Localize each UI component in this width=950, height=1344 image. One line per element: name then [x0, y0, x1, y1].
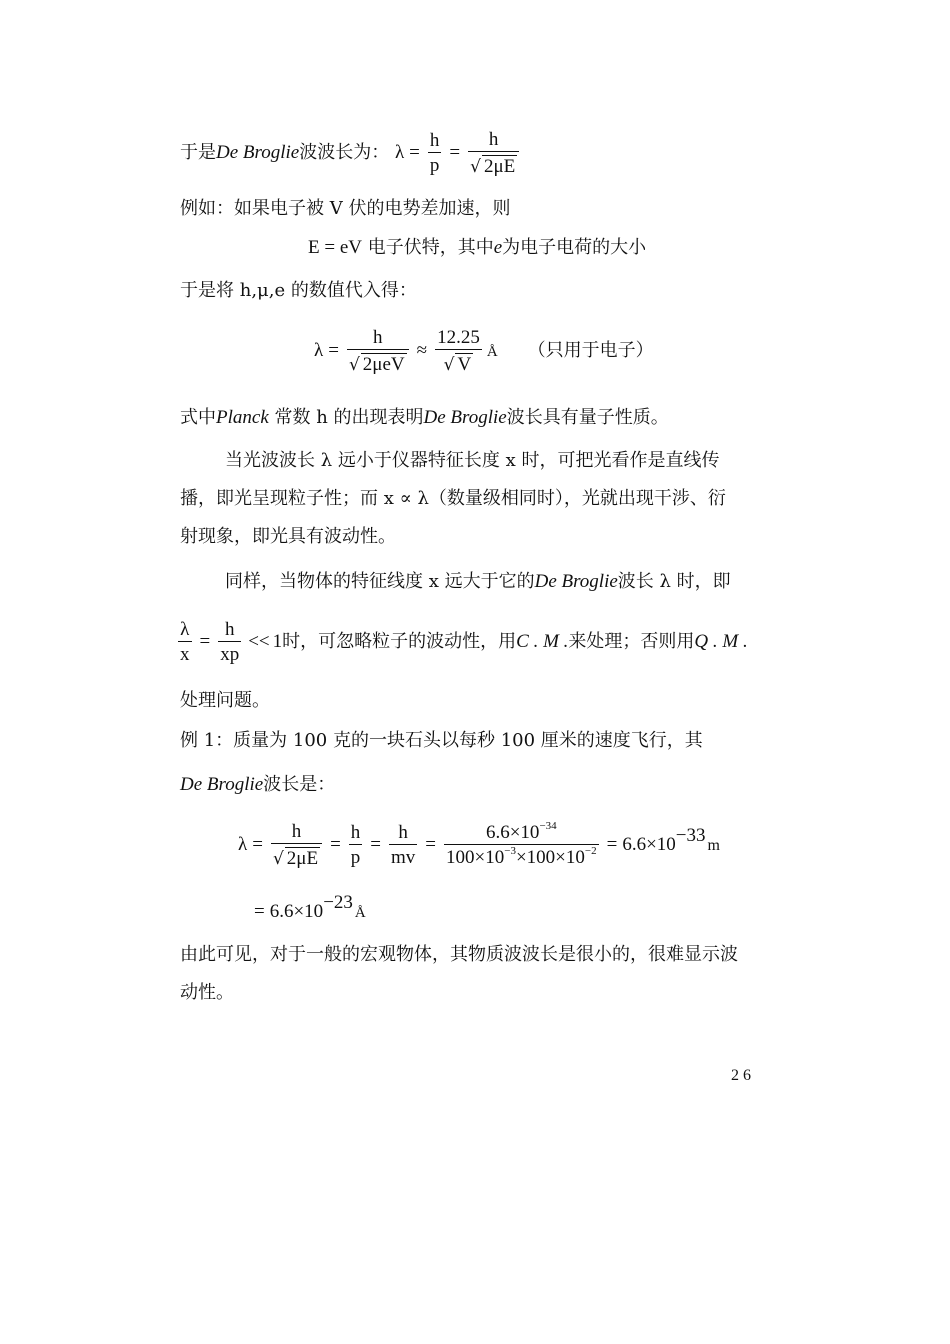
text: 同样，当物体的特征线度 x 远大于它的	[225, 571, 535, 592]
denominator: mv	[391, 847, 416, 868]
equals-sign: =	[449, 142, 461, 163]
example-intro-line: 例如：如果电子被 V 伏的电势差加速，则	[180, 198, 511, 219]
formula: E = eV	[308, 237, 362, 258]
de-broglie-name: De Broglie	[216, 142, 300, 163]
de-broglie-name: De Broglie	[180, 774, 264, 795]
classical-condition-line	[178, 620, 748, 664]
sqrt-icon: √	[348, 355, 360, 375]
base: 100×10	[446, 847, 505, 868]
de-broglie-name: De Broglie	[534, 571, 618, 592]
conclusion-line-2: 动性。	[180, 982, 234, 1003]
fraction-h-over-sqrt-2muE	[468, 130, 519, 176]
denominator	[271, 844, 322, 868]
approx-sign: ≈	[416, 340, 428, 361]
numerator	[444, 820, 599, 845]
fraction-12.25-over-sqrt-V	[435, 328, 482, 374]
electron-volt-line	[308, 238, 646, 257]
result-base: 6.6×10	[622, 834, 676, 855]
numerator: 12.25	[437, 327, 480, 348]
denominator	[444, 845, 599, 867]
wavelength-calculation	[238, 822, 720, 868]
angstrom-unit: Å	[354, 905, 366, 921]
sqrt-icon: √	[443, 355, 455, 375]
paragraph-light-line-3: 射现象，即光具有波动性。	[180, 526, 396, 547]
equals-sign: =	[254, 901, 265, 922]
base: 6.6×10	[485, 822, 540, 843]
text: 为电子电荷的大小	[502, 237, 647, 258]
meter-unit: m	[707, 837, 720, 854]
electron-wavelength-formula	[314, 328, 654, 374]
denominator	[468, 152, 519, 176]
denominator: p	[429, 155, 440, 176]
e-symbol: e	[493, 237, 503, 258]
equals-sign: =	[199, 631, 211, 652]
planck-name: Planck	[216, 407, 269, 428]
text: 波长具有量子性质。	[506, 407, 669, 428]
fraction-h-over-sqrt-2mueV	[347, 328, 409, 374]
text: 波长 λ 时，即	[617, 571, 731, 592]
lambda-symbol: λ	[238, 834, 248, 855]
fraction-h-over-p	[349, 823, 363, 867]
conclusion-line-1: 由此可见，对于一般的宏观物体，其物质波波长是很小的，很难显示波	[180, 944, 738, 965]
equals-sign: =	[425, 834, 437, 855]
numerator: h	[429, 130, 440, 151]
text: 于是	[180, 142, 216, 163]
text: 波长是：	[263, 774, 336, 795]
number-one: 1	[272, 631, 283, 652]
wavelength-result-angstrom	[254, 892, 366, 922]
denominator: p	[350, 847, 361, 868]
radicand: V	[457, 354, 472, 375]
de-broglie-name: De Broglie	[423, 407, 507, 428]
numerator: h	[350, 822, 361, 843]
exponent: −34	[539, 820, 557, 832]
quantum-mechanics-abbr: Q . M .	[694, 631, 748, 652]
equals-sign: =	[370, 834, 382, 855]
equals-sign: =	[328, 340, 339, 361]
numerator: h	[218, 620, 241, 642]
radicand: 2μeV	[362, 354, 405, 375]
text: 电子伏特，其中	[361, 237, 494, 258]
electron-only-note: （只用于电子）	[527, 340, 654, 361]
base: ×100×10	[515, 847, 585, 868]
fraction-numeric	[444, 820, 599, 868]
radicand: 2μE	[286, 848, 319, 869]
exponent: −3	[504, 845, 516, 857]
substitution-line: 于是将 h,μ,e 的数值代入得：	[180, 280, 417, 301]
paragraph-object-line	[225, 572, 731, 591]
much-less-sign: <<	[248, 631, 270, 652]
fraction-h-over-mv	[389, 823, 417, 867]
example-1-line-2	[180, 775, 335, 794]
numerator: h	[468, 130, 519, 152]
planck-constant-line	[180, 408, 669, 427]
radicand: 2μE	[483, 156, 516, 177]
fraction-h-over-xp	[218, 620, 241, 664]
text: 式中	[180, 407, 216, 428]
equals-sign: =	[409, 142, 420, 163]
result-base: 6.6×10	[269, 901, 324, 922]
numerator: h	[347, 328, 409, 350]
paragraph-light-line-1: 当光波波长 λ 远小于仪器特征长度 x 时，可把光看作是直线传	[225, 450, 720, 471]
exponent: −2	[584, 845, 597, 857]
page-number: 26	[731, 1067, 755, 1084]
denominator: xp	[220, 644, 240, 665]
de-broglie-wavelength-line	[180, 130, 522, 176]
lambda-symbol: λ	[314, 340, 324, 361]
numerator: h	[389, 823, 417, 845]
sqrt-icon: √	[272, 849, 284, 869]
text: 波波长为：	[299, 142, 390, 163]
fraction-lambda-over-x	[178, 620, 192, 664]
equals-sign: =	[252, 834, 263, 855]
sqrt-icon: √	[470, 157, 481, 177]
fraction-h-over-sqrt-2muE	[271, 822, 322, 868]
denominator	[347, 350, 409, 374]
equals-sign: =	[606, 834, 618, 855]
denominator: x	[180, 644, 190, 665]
numerator: h	[271, 822, 322, 844]
result-exponent: −33	[675, 825, 706, 846]
handle-problem-line: 处理问题。	[180, 690, 270, 711]
lambda-symbol: λ	[394, 142, 405, 163]
denominator	[435, 350, 482, 374]
paragraph-light-line-2: 播，即光呈现粒子性；而 x ∝ λ（数量级相同时），光就出现干涉、衍	[180, 488, 726, 509]
fraction-h-over-p	[428, 131, 442, 175]
text: 常数 h 的出现表明	[268, 407, 424, 428]
classical-mechanics-abbr: C . M .	[516, 631, 569, 652]
equals-sign: =	[330, 834, 341, 855]
text: 时，可忽略粒子的波动性，用	[282, 631, 517, 652]
angstrom-unit: Å	[486, 344, 498, 360]
text: 来处理；否则用	[568, 631, 695, 652]
result-exponent: −23	[323, 892, 353, 913]
example-1-line-1: 例 1：质量为 100 克的一块石头以每秒 100 厘米的速度飞行，其	[180, 730, 703, 751]
numerator: λ	[178, 620, 192, 642]
